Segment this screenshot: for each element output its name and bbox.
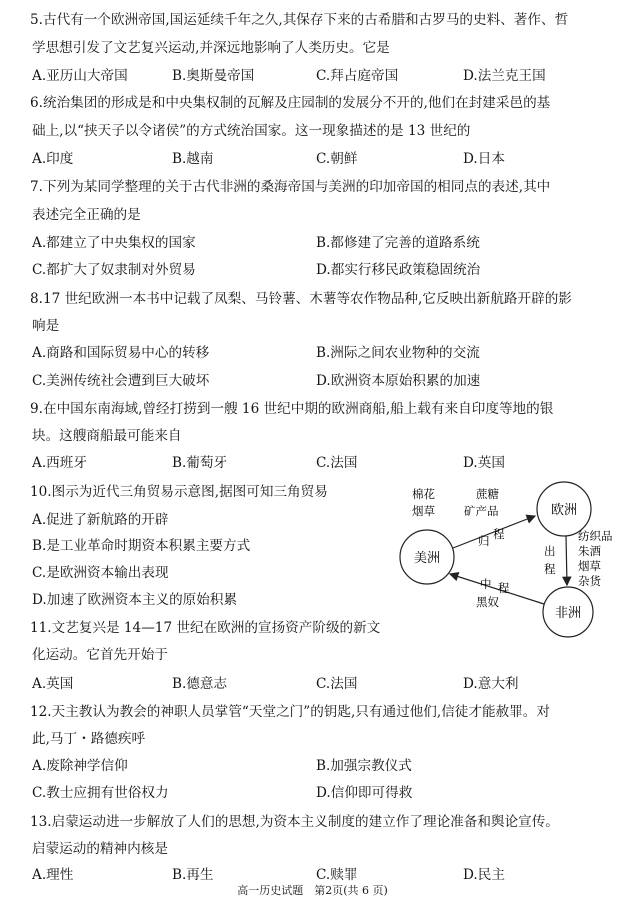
q10-option-d[interactable]: D.加速了欧洲资本主义的原始积累 <box>32 592 238 608</box>
q9-option-d[interactable]: D.英国 <box>463 455 505 471</box>
q12-option-c[interactable]: C.教士应拥有世俗权力 <box>32 785 169 801</box>
q12-option-d[interactable]: D.信仰即可得救 <box>316 785 413 801</box>
q11-stem-line2: 化运动。它首先开始于 <box>32 647 168 663</box>
middle-leg-char2: 程 <box>498 581 510 595</box>
q6-option-a[interactable]: A.印度 <box>32 151 74 167</box>
q8-option-b[interactable]: B.洲际之间农业物种的交流 <box>316 345 480 361</box>
q9-stem-line1: 9.在中国东南海域,曾经打捞到一艘 16 世纪中期的欧洲商船,船上载有来自印度等地的银 <box>30 401 554 417</box>
q8-stem-line1: 8.17 世纪欧洲一本书中记载了凤梨、马铃薯、木薯等农作物品种,它反映出新航路开辟的影 <box>30 291 572 307</box>
q13-option-c[interactable]: C.赎罪 <box>316 867 358 883</box>
q7-option-b[interactable]: B.都修建了完善的道路系统 <box>316 235 480 251</box>
q5-stem-line2: 学思想引发了文艺复兴运动,并深远地影响了人类历史。它是 <box>32 40 390 56</box>
q7-option-a[interactable]: A.都建立了中央集权的国家 <box>32 235 196 251</box>
q6-stem-line1: 6.统治集团的形成是和中央集权制的瓦解及庄园制的发展分不开的,他们在封建采邑的基 <box>30 95 551 111</box>
q11-option-a[interactable]: A.英国 <box>32 676 74 692</box>
goods-wine: 朱酒 <box>578 544 601 558</box>
goods-minerals: 矿产品 <box>464 504 499 518</box>
q12-option-a[interactable]: A.废除神学信仰 <box>32 758 128 774</box>
q11-option-b[interactable]: B.德意志 <box>172 676 228 692</box>
q7-option-c[interactable]: C.都扩大了奴隶制对外贸易 <box>32 262 196 278</box>
q7-stem-line2: 表述完全正确的是 <box>32 207 141 223</box>
q9-stem-line2: 块。这艘商船最可能来自 <box>32 428 182 444</box>
q5-option-b[interactable]: B.奥斯曼帝国 <box>172 68 255 84</box>
q13-option-a[interactable]: A.理性 <box>32 867 74 883</box>
q8-stem-line2: 响是 <box>32 318 60 334</box>
goods-tobacco-2: 烟草 <box>578 559 601 573</box>
middle-leg-char1: 中 <box>480 577 492 591</box>
q7-option-d[interactable]: D.都实行移民政策稳固统治 <box>316 262 481 278</box>
q6-option-b[interactable]: B.越南 <box>172 151 214 167</box>
americas-label: 美洲 <box>413 551 441 566</box>
q10-option-a[interactable]: A.促进了新航路的开辟 <box>32 512 169 528</box>
q8-option-d[interactable]: D.欧洲资本原始积累的加速 <box>316 373 481 389</box>
q13-stem-line2: 启蒙运动的精神内核是 <box>32 841 168 857</box>
return-leg-char2: 程 <box>493 527 505 541</box>
q13-option-d[interactable]: D.民主 <box>463 867 505 883</box>
q11-option-d[interactable]: D.意大利 <box>463 676 519 692</box>
q5-option-a[interactable]: A.亚历山大帝国 <box>32 68 128 84</box>
triangle-trade-diagram <box>398 478 620 638</box>
q9-option-a[interactable]: A.西班牙 <box>32 455 87 471</box>
africa-label: 非洲 <box>554 606 582 621</box>
goods-sundries: 杂货 <box>578 574 601 588</box>
goods-tobacco: 烟草 <box>412 504 435 518</box>
q8-option-c[interactable]: C.美洲传统社会遭到巨大破坏 <box>32 373 210 389</box>
q12-option-b[interactable]: B.加强宗教仪式 <box>316 758 412 774</box>
q10-option-b[interactable]: B.是工业革命时期资本积累主要方式 <box>32 538 251 554</box>
q12-stem-line2: 此,马丁・路德疾呼 <box>32 731 146 747</box>
q12-stem-line1: 12.天主教认为教会的神职人员掌管“天堂之门”的钥匙,只有通过他们,信徒才能赦罪。对 <box>30 704 550 720</box>
europe-label: 欧洲 <box>550 503 578 518</box>
q13-option-b[interactable]: B.再生 <box>172 867 214 883</box>
q10-stem: 10.图示为近代三角贸易示意图,据图可知三角贸易 <box>30 484 328 500</box>
q7-stem-line1: 7.下列为某同学整理的关于古代非洲的桑海帝国与美洲的印加帝国的相同点的表述,其中 <box>30 179 551 195</box>
outbound-leg-char1: 出 <box>544 544 556 558</box>
goods-slaves: 黑奴 <box>476 595 499 609</box>
q10-option-c[interactable]: C.是欧洲资本输出表现 <box>32 565 169 581</box>
goods-textiles: 纺织品 <box>578 529 613 543</box>
q13-stem-line1: 13.启蒙运动进一步解放了人们的思想,为资本主义制度的建立作了理论准备和舆论宣传。 <box>30 814 559 830</box>
q6-option-d[interactable]: D.日本 <box>463 151 505 167</box>
q5-stem-line1: 5.古代有一个欧洲帝国,国运延续千年之久,其保存下来的古希腊和古罗马的史料、著作、哲 <box>30 12 569 28</box>
return-leg-char1: 归 <box>478 534 490 548</box>
q6-stem-line2: 础上,以“挟天子以令诸侯”的方式统治国家。这一现象描述的是 13 世纪的 <box>32 123 471 139</box>
goods-sugar: 蔗糖 <box>476 487 499 501</box>
outbound-leg-char2: 程 <box>544 562 556 576</box>
outbound-route-arrow <box>566 536 567 585</box>
q5-option-d[interactable]: D.法兰克王国 <box>463 68 546 84</box>
page-footer: 高一历史试题 第2页(共 6 页) <box>237 884 388 897</box>
q8-option-a[interactable]: A.商路和国际贸易中心的转移 <box>32 345 210 361</box>
q11-stem-line1: 11.文艺复兴是 14—17 世纪在欧洲的宣扬资产阶级的新文 <box>30 620 381 636</box>
q5-option-c[interactable]: C.拜占庭帝国 <box>316 68 399 84</box>
q9-option-c[interactable]: C.法国 <box>316 455 358 471</box>
q9-option-b[interactable]: B.葡萄牙 <box>172 455 228 471</box>
q11-option-c[interactable]: C.法国 <box>316 676 358 692</box>
goods-cotton: 棉花 <box>412 487 435 501</box>
q6-option-c[interactable]: C.朝鲜 <box>316 151 358 167</box>
